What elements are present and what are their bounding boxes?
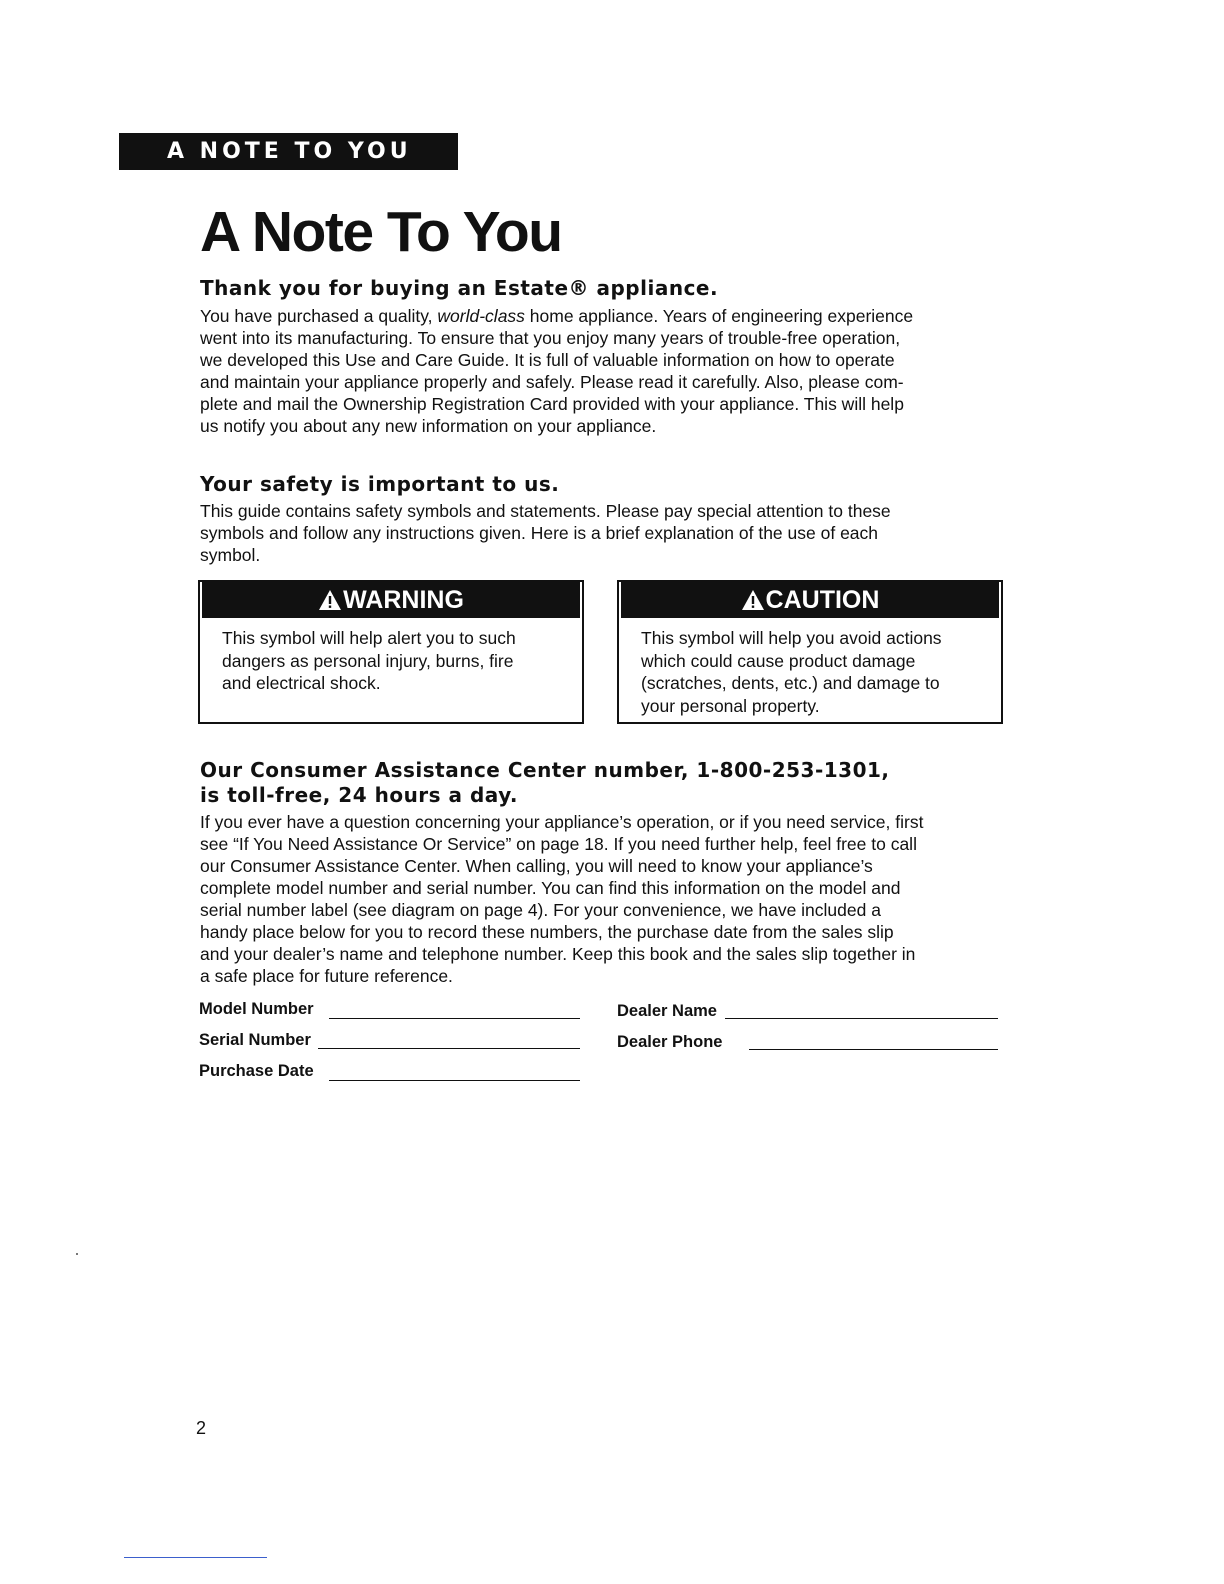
thank-you-paragraph — [200, 305, 913, 437]
purchase-date-field[interactable] — [329, 1080, 580, 1081]
assistance-paragraph — [200, 811, 923, 987]
warning-box — [198, 580, 584, 724]
paragraph-line: handy place below for you to record these numbers, the purchase date from the sales slip — [200, 922, 894, 942]
paragraph-line: us notify you about any new information on your appliance. — [200, 416, 657, 436]
dealer-phone-field[interactable] — [749, 1049, 998, 1050]
alert-triangle-icon — [318, 589, 342, 611]
paragraph-line: our Consumer Assistance Center. When calling, you will need to know your appliance’s — [200, 856, 873, 876]
scan-speck — [76, 1253, 78, 1255]
purchase-date-label: Purchase Date — [199, 1062, 314, 1080]
thank-you-heading: Thank you for buying an Estate® appliance. — [200, 276, 719, 300]
caution-header — [621, 582, 999, 618]
assistance-heading — [200, 758, 890, 808]
alert-triangle-icon — [741, 589, 765, 611]
caution-title: CAUTION — [765, 585, 880, 614]
warning-header — [202, 582, 580, 618]
dealer-name-field[interactable] — [725, 1018, 998, 1019]
bottom-rule — [124, 1557, 267, 1558]
heading-line: Our Consumer Assistance Center number, 1-800-253-1301, — [200, 758, 890, 782]
paragraph-line: You have purchased a quality, world-class home appliance. Years of engineering experience — [200, 306, 914, 326]
dealer-name-label: Dealer Name — [617, 1002, 717, 1020]
safety-heading: Your safety is important to us. — [200, 472, 560, 496]
paragraph-line: and your dealer’s name and telephone number. Keep this book and the sales slip together in — [200, 944, 916, 964]
model-number-label: Model Number — [199, 1000, 314, 1018]
section-header-bar: A NOTE TO YOU — [119, 133, 458, 170]
caution-box — [617, 580, 1003, 724]
paragraph-line: This guide contains safety symbols and statements. Please pay special attention to these — [200, 501, 891, 521]
paragraph-line: see “If You Need Assistance Or Service” on page 18. If you need further help, feel free to call — [200, 834, 917, 854]
emphasis-text: world-class — [437, 306, 525, 326]
paragraph-line: symbol. — [200, 545, 261, 565]
dealer-phone-label: Dealer Phone — [617, 1033, 723, 1051]
page-number: 2 — [196, 1418, 207, 1438]
model-number-field[interactable] — [329, 1018, 580, 1019]
paragraph-line: complete model number and serial number. You can find this information on the model and — [200, 878, 901, 898]
paragraph-line: and maintain your appliance properly and safely. Please read it carefully. Also, please com- — [200, 372, 904, 392]
paragraph-line: If you ever have a question concerning your appliance’s operation, or if you need service, first — [200, 812, 924, 832]
serial-number-label: Serial Number — [199, 1031, 311, 1049]
safety-paragraph — [200, 500, 891, 566]
warning-title: WARNING — [343, 585, 464, 614]
paragraph-line: serial number label (see diagram on page 4). For your convenience, we have included a — [200, 900, 881, 920]
paragraph-line: we developed this Use and Care Guide. It is full of valuable information on how to operate — [200, 350, 895, 370]
paragraph-line: plete and mail the Ownership Registration Card provided with your appliance. This will help — [200, 394, 904, 414]
paragraph-line: went into its manufacturing. To ensure that you enjoy many years of trouble-free operation, — [200, 328, 901, 348]
heading-line: is toll-free, 24 hours a day. — [200, 783, 518, 807]
page-title: A Note To You — [200, 200, 562, 264]
paragraph-line: a safe place for future reference. — [200, 966, 453, 986]
paragraph-line: symbols and follow any instructions given. Here is a brief explanation of the use of each — [200, 523, 879, 543]
warning-text: This symbol will help alert you to such dangers as personal injury, burns, fire and electrical shock. — [222, 628, 516, 693]
serial-number-field[interactable] — [318, 1048, 580, 1049]
caution-text: This symbol will help you avoid actions which could cause product damage (scratches, dents, etc.) and damage to your personal property. — [641, 628, 942, 716]
